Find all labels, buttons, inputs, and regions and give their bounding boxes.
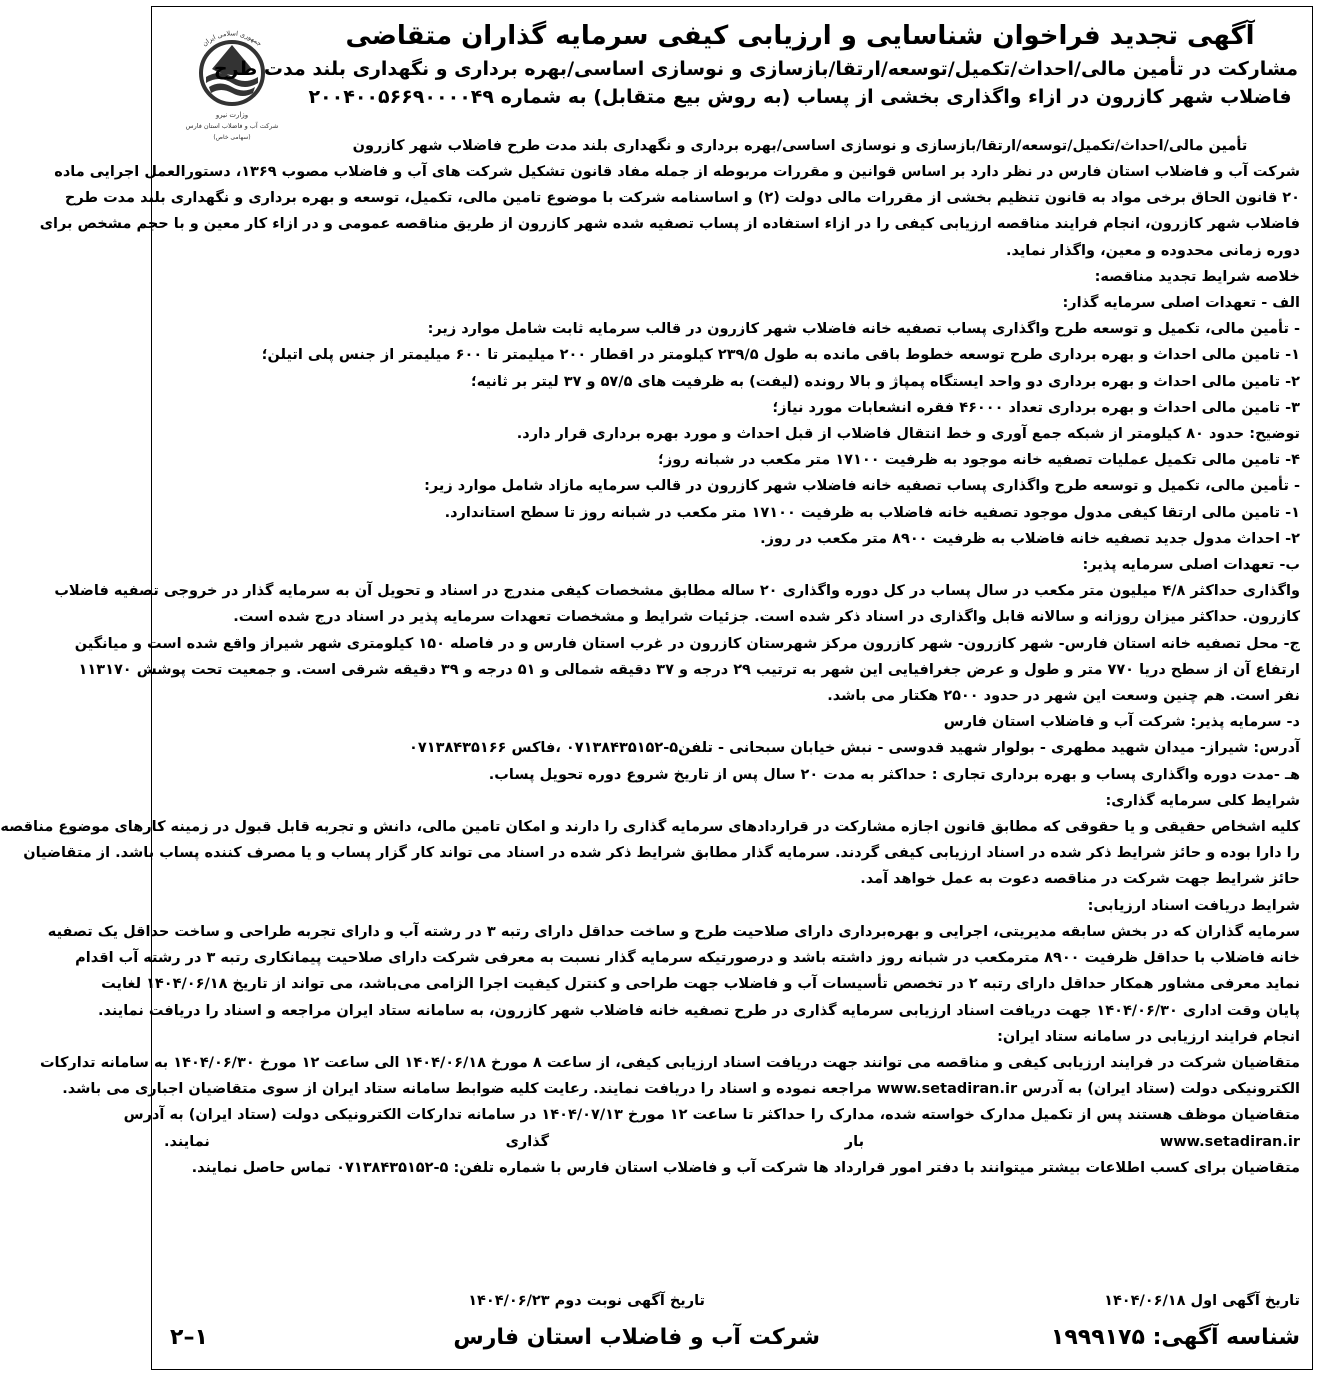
footer-company-name: شرکت آب و فاضلاب استان فارس — [453, 1325, 820, 1350]
page-number: ۱–۲ — [170, 1325, 208, 1350]
body-line: ج- محل تصفیه خانه استان فارس- شهر کازرون- شهر کازرون مرکز شهرستان کازرون در غرب استان فارس و در فاصله ۱۵۰ کیلومتری شهر شیراز واقع شده است و میانگین — [74, 635, 1300, 652]
body-line: کلیه اشخاص حقیقی و یا حقوقی که مطابق قانون اجازه مشارکت در قراردادهای سرمایه گذاری را دارند و امکان تامین مالی، دانش و تجربه قابل قبول در زمینه کارهای موضوع مناقصه — [0, 819, 1300, 836]
body-line: ۴- تامین مالی تکمیل عملیات تصفیه خانه موجود به ظرفیت ۱۷۱۰۰ متر مکعب در شبانه روز؛ — [658, 452, 1300, 469]
footer — [164, 1293, 1300, 1363]
body-line: شرایط کلی سرمایه گذاری: — [1105, 792, 1300, 809]
body-line: سرمایه گذاران که در بخش سابقه مدیریتی، اجرایی و بهره‌برداری دارای صلاحیت طرح و ساخت حداقل دارای رتبه ۳ در رشته آب و دارای تجربه طراحی و ساخت حداقل یک تصفیه — [47, 923, 1300, 940]
body-line: متقاضیان شرکت در فرایند ارزیابی کیفی و مناقصه می توانند جهت دریافت اسناد ارزیابی کیفی، از ساعت ۸ مورخ ۱۴۰۴/۰۶/۱۸ الی ساعت ۱۲ مورخ ۱۴۰۴/۰۶/۳۰ به سامانه تدارکات — [39, 1054, 1300, 1071]
body-line: متقاضیان موظف هستند پس از تکمیل مدارک خواسته شده، مدارک را حداکثر تا ساعت ۱۲ مورخ ۱۴۰۴/۰۷/۱۳ در سامانه تدارکات الکترونیکی دولت (ستاد ایران) به آدرس — [123, 1107, 1300, 1124]
body-line: فاضلاب شهر کازرون، انجام فرایند مناقصه ارزیابی کیفی را در ازاء استفاده از پساب تصفیه شده شهر کازرون از طریق مناقصه عمومی و در ازاء کار معین و با حجم مشخص برای — [39, 216, 1300, 233]
body-line: د- سرمایه پذیر: شرکت آب و فاضلاب استان فارس — [943, 714, 1300, 731]
body-line: هـ -مدت دوره واگذاری پساب و بهره برداری تجاری : حداکثر به مدت ۲۰ سال پس از تاریخ شروع دوره تحویل پساب. — [488, 766, 1300, 783]
body-line: - تأمین مالی، تکمیل و توسعه طرح واگذاری پساب تصفیه خانه فاضلاب شهر کازرون در قالب سرمایه مازاد شامل موارد زیر: — [424, 478, 1300, 495]
body-line: توضیح: حدود ۸۰ کیلومتر از شبکه جمع آوری و خط انتقال فاضلاب از قبل احداث و مورد بهره برداری قرار دارد. — [516, 426, 1300, 443]
announcement-title: آگهی تجدید فراخوان شناسایی و ارزیابی کیفی سرمایه گذاران متقاضی — [345, 21, 1255, 51]
body-line: حائز شرایط جهت شرکت در مناقصه دعوت به عمل خواهد آمد. — [860, 871, 1300, 888]
first-ad-date: تاریخ آگهی اول ۱۴۰۴/۰۶/۱۸ — [1104, 1293, 1300, 1309]
body-line: نماید معرفی مشاور همکار حداقل دارای رتبه ۲ در تخصص تأسیسات آب و فاضلاب جهت طراحی و کنترل کیفیت اجرا الزامی می‌باشد، می تواند از تاریخ ۱۴۰۴/۰۶/۱۸ لغایت — [101, 976, 1300, 993]
project-subtitle: تأمین مالی/احداث/تکمیل/توسعه/ارتقا/بازسازی و نوسازی اساسی/بهره برداری و نگهداری بلند مدت طرح فاضلاب شهر کازرون — [352, 138, 1248, 154]
advertisement-page — [0, 6, 1313, 1370]
body-line: ۱- تامین مالی احداث و بهره برداری طرح توسعه خطوط باقی مانده به طول ۲۳۹/۵ کیلومتر در اقطار ۲۰۰ میلیمتر تا ۶۰۰ میلیمتر از جنس پلی اتیلن؛ — [261, 347, 1300, 364]
body-line: انجام فرایند ارزیابی در سامانه ستاد ایران: — [997, 1028, 1300, 1045]
logo-company: شرکت آب و فاضلاب استان فارس — [185, 122, 279, 130]
title-line-3: فاضلاب شهر کازرون در ازاء واگذاری بخشی از پساب (به روش بیع متقابل) به شماره ۲۰۰۴۰۰۵۶۶۹۰۰۰۰۴۹ — [308, 86, 1292, 108]
body-line: ۲- احداث مدول جدید تصفیه خانه فاضلاب به ظرفیت ۸۹۰۰ متر مکعب در روز. — [760, 530, 1300, 547]
body-line: نفر است. هم چنین وسعت این شهر در حدود ۲۵۰۰ هکتار می باشد. — [827, 688, 1300, 705]
body-line: ۲۰ قانون الحاق برخی مواد به قانون تنظیم بخشی از مقررات مالی دولت (۲) و اساسنامه شرکت با موضوع تامین مالی، تکمیل، توسعه و بهره برداری و نگهداری بلند مدت طرح — [64, 190, 1300, 207]
body-line: پایان وقت اداری ۱۴۰۴/۰۶/۳۰ جهت دریافت اسناد ارزیابی سرمایه گذاری در طرح تصفیه خانه فاضلاب شهر کازرون، به سامانه ستاد ایران مراجعه و اسناد را دریافت نمایند. — [97, 1002, 1300, 1019]
ad-identifier: شناسه آگهی: ۱۹۹۹۱۷۵ — [1050, 1325, 1300, 1350]
logo-ministry: وزارت نیرو — [215, 111, 249, 119]
body-line: واگذاری حداکثر ۴/۸ میلیون متر مکعب در سال پساب در کل دوره واگذاری ۲۰ ساله مطابق مشخصات کیفی مندرج در اسناد و تحویل آن به سرمایه گذار در خروجی تصفیه فاضلاب — [54, 583, 1300, 600]
body-line: - تأمین مالی، تکمیل و توسعه طرح واگذاری پساب تصفیه خانه فاضلاب شهر کازرون در قالب سرمایه ثابت شامل موارد زیر: — [427, 321, 1300, 338]
body-line: کازرون. حداکثر میزان روزانه و سالانه قابل واگذاری در اسناد ذکر شده است. جزئیات شرایط و مشخصات تعهدات سرمایه پذیر در اسناد درج شده است. — [233, 609, 1300, 626]
title-line-2: مشارکت در تأمین مالی/احداث/تکمیل/توسعه/ارتقا/بازسازی و نوسازی اساسی/بهره برداری و نگهداری بلند مدت طرح — [213, 58, 1298, 80]
body-line: متقاضیان برای کسب اطلاعات بیشتر میتوانند با دفتر امور قرارداد ها شرکت آب و فاضلاب استان فارس با شماره تلفن: ۵-۰۷۱۳۸۴۳۵۱۵۲ تماس حاصل نمایند. — [191, 1159, 1300, 1176]
body-line: ۱- تامین مالی ارتقا کیفی مدول موجود تصفیه خانه فاضلاب به ظرفیت ۱۷۱۰۰ متر مکعب در شبانه روز تا سطح استاندارد. — [444, 504, 1300, 521]
logo-subtext: (سهامی خاص) — [213, 134, 251, 141]
body-line: ارتفاع آن از سطح دریا ۷۷۰ متر و طول و عرض جغرافیایی این شهر به ترتیب ۲۹ درجه و ۳۷ دقیقه شمالی و ۵۱ درجه و ۳۹ دقیقه شرقی است. و جمعیت تحت پوشش ۱۱۳۱۷۰ — [78, 661, 1300, 678]
body-line: را دارا بوده و حائز شرایط ذکر شده در اسناد ارزیابی کیفی گردند. سرمایه گذار مطابق شرایط ذکر شده در اسناد می تواند کار گزار پساب و یا مصرف کننده پساب باشد. از متقاضیان — [23, 845, 1300, 862]
body-line: آدرس: شیراز- میدان شهید مطهری - بولوار شهید قدوسی - نبش خیابان سبحانی - تلفن۵-۰۷۱۳۸۴۳۵۱۵۲ ،فاکس ۰۷۱۳۸۴۳۵۱۶۶ — [409, 740, 1300, 757]
body-line: الف - تعهدات اصلی سرمایه گذار: — [1062, 295, 1300, 312]
body-line: الکترونیکی دولت (ستاد ایران) به آدرس www.setadiran.ir مراجعه نموده و اسناد را دریافت نمایند. رعایت کلیه ضوابط سامانه ستاد ایران از سوی متقاضیان اجباری می باشد. — [62, 1081, 1300, 1098]
body-line: شرکت آب و فاضلاب استان فارس در نظر دارد بر اساس قوانین و مقررات مربوطه از جمله مفاد قانون تشکیل شرکت های آب و فاضلاب مصوب ۱۳۶۹، دستورالعمل اجرایی ماده — [54, 164, 1300, 180]
body-line: ۲- تامین مالی احداث و بهره برداری دو واحد ایستگاه پمپاژ و بالا رونده (لیفت) به ظرفیت های ۵۷/۵ و ۳۷ لیتر بر ثانیه؛ — [471, 373, 1300, 390]
announcement-body — [0, 159, 1300, 1181]
second-ad-date: تاریخ آگهی نوبت دوم ۱۴۰۴/۰۶/۲۳ — [468, 1293, 705, 1309]
logo-top-text: جمهوری اسلامی ایران — [200, 29, 264, 48]
body-line: ب- تعهدات اصلی سرمایه پذیر: — [1082, 557, 1300, 574]
body-line: دوره زمانی محدوده و معین، واگذار نماید. — [1005, 242, 1300, 259]
body-line: شرایط دریافت اسناد ارزیابی: — [1087, 897, 1300, 914]
body-line: خانه فاضلاب با حداقل ظرفیت ۸۹۰۰ مترمکعب در شبانه روز داشته باشد و درصورتیکه سرمایه گذار نسبت به معرفی شرکت دارای صلاحیت پیمانکاری رتبه ۳ در رشته آب اقدام — [75, 950, 1300, 967]
body-line: www.setadiran.ir بار گذاری نمایند. — [164, 1133, 1300, 1150]
body-line: خلاصه شرایط تجدید مناقصه: — [1094, 268, 1300, 285]
body-line: ۳- تامین مالی احداث و بهره برداری تعداد ۴۶۰۰۰ فقره انشعابات مورد نیاز؛ — [772, 399, 1300, 416]
